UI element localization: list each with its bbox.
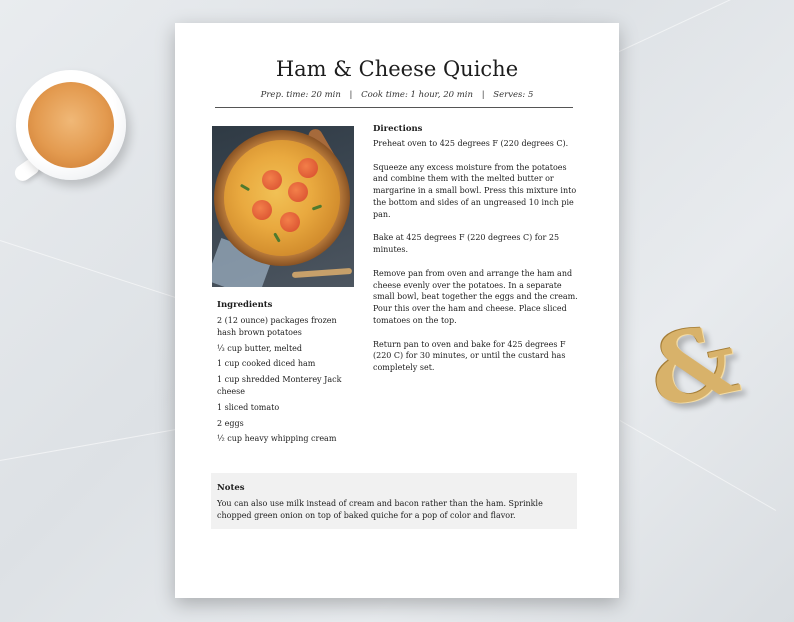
directions-list (373, 138, 578, 386)
notes-box (211, 473, 577, 529)
meta-separator: | (481, 90, 485, 100)
quiche-photo (212, 126, 354, 287)
title-divider (215, 107, 573, 108)
tomato-slice (288, 182, 308, 202)
coffee-cup-icon (16, 70, 128, 182)
marble-vein (600, 0, 782, 61)
wooden-spoon (292, 268, 352, 278)
tomato-slice (262, 170, 282, 190)
coffee-surface (28, 82, 114, 168)
ingredient-item: 1 cup shredded Monterey Jack cheese (217, 375, 342, 396)
marble-vein (620, 420, 776, 511)
tomato-slice (298, 158, 318, 178)
direction-step: Preheat oven to 425 degrees F (220 degrees C). (373, 139, 569, 148)
direction-step: Remove pan from oven and arrange the ham and cheese evenly over the potatoes. In a separate small bowl, beat together the eggs and the cream. Pour this over the ham and cheese. Place sliced tomatoes on the top. (373, 268, 578, 325)
directions-heading: Directions (373, 124, 423, 134)
prep-time: Prep. time: 20 min (260, 90, 341, 100)
ingredient-item: 1 sliced tomato (217, 402, 280, 412)
meta-separator: | (349, 90, 353, 100)
direction-step: Bake at 425 degrees F (220 degrees C) for 25 minutes. (373, 233, 560, 255)
notes-heading: Notes (217, 483, 245, 493)
direction-step: Squeeze any excess moisture from the potatoes and combine them with the melted butter or margarine in a small bowl. Press this mixture into the bottom and sides of an ungreased 10 inch pie pan. (373, 162, 577, 219)
ingredient-item: 2 eggs (217, 418, 244, 428)
cook-time: Cook time: 1 hour, 20 min (361, 90, 473, 100)
ingredients-heading: Ingredients (217, 300, 273, 310)
notes-text: You can also use milk instead of cream and bacon rather than the ham. Sprinkle chopped green onion on top of baked quiche for a pop of color and flavor. (217, 499, 543, 520)
marble-vein (0, 429, 177, 461)
serves: Serves: 5 (493, 90, 534, 100)
recipe-meta (175, 90, 619, 100)
recipe-title: Ham & Cheese Quiche (275, 57, 519, 81)
tomato-slice (280, 212, 300, 232)
ingredients-list (217, 315, 357, 449)
pie-filling (224, 140, 340, 256)
direction-step: Return pan to oven and bake for 425 degrees F (220 C) for 30 minutes, or until the custard has completely set. (373, 339, 566, 373)
recipe-page (175, 23, 619, 598)
tomato-slice (252, 200, 272, 220)
ingredient-item: ⅓ cup butter, melted (217, 343, 303, 353)
ampersand-ornament-icon: & (639, 301, 748, 430)
ingredient-item: 2 (12 ounce) packages frozen hash brown potatoes (217, 316, 337, 337)
ingredient-item: 1 cup cooked diced ham (217, 359, 316, 369)
ingredient-item: ½ cup heavy whipping cream (217, 434, 337, 444)
